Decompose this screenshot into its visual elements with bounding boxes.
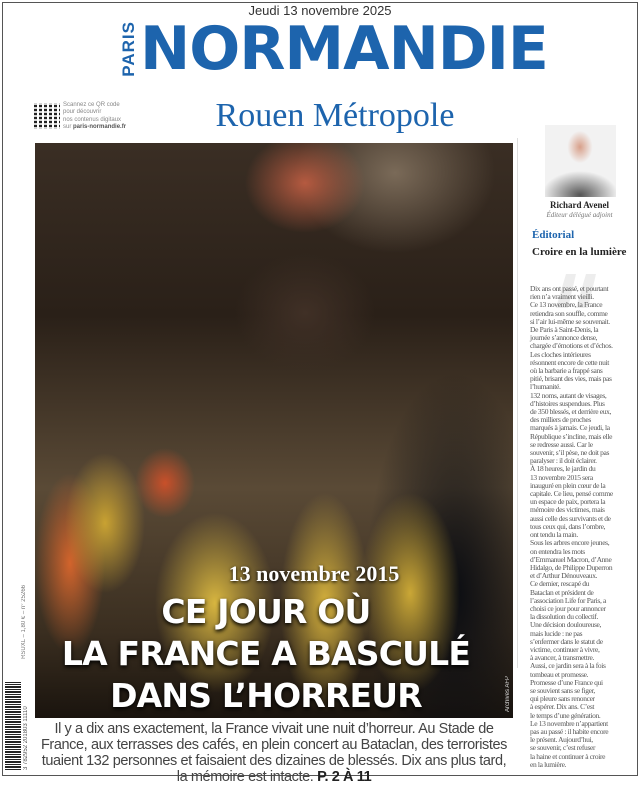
editorial-line: victime, continuer à vivre, [530,644,600,654]
editorial-line: Les cloches intérieures [530,349,591,359]
editorial-line: Promesse d’une France qui [530,677,603,687]
author-block [522,200,637,220]
editorial-line: journée s’annonce dense, [530,333,598,343]
editorial-line: d’histoires suspendues. Plus [530,398,605,408]
editorial-line: si l’air lui-même se souvenait. [530,316,610,326]
barcode-icon [5,682,21,770]
editorial-line: à avancer, à transmettre. [530,653,595,663]
barcode-digits: 3 782952 201803 11110 [23,706,29,770]
editorial-line: marqués à jamais. Ce jeudi, la [530,423,610,433]
editorial-line: se redresse aussi. Car le [530,439,593,449]
editorial-line: Le 13 novembre n’appartient [530,718,608,728]
editorial-line: De Paris à Saint-Denis, la [530,325,599,335]
headline-line: DANS L’HORREUR [110,676,422,715]
editorial-line: Dix ans ont passé, et pourtant [530,284,609,293]
editorial-line: on entendra les mots [530,546,585,556]
editorial-body [530,285,636,769]
editorial-line: et d’Arthur Dénouveaux. [530,571,598,581]
kicker: 13 novembre 2015 [228,561,400,586]
editorial-line: rien n’a vraiment vieilli. [530,292,594,302]
editorial-line: la dissolution du collectif. [530,612,599,622]
editorial-line: À 18 heures, le jardin du [530,464,596,474]
editorial-line: la haine et continuer à croire [530,751,606,761]
editorial-line: pitié, brisant des vies, mais pas [530,374,612,384]
qr-line: Scannez ce QR code [63,102,120,108]
editorial-line: l’association Life for Paris, a [530,595,606,605]
editorial-line: le temps d’une génération. [530,710,601,720]
editorial-line: de 350 blessés, et derrière eux, [530,407,612,417]
photo-credit: Archives AFP [505,675,511,712]
headline [35,591,497,717]
author-role: Éditeur délégué adjoint [546,211,613,219]
editorial-line: des milliers de proches [530,415,591,425]
editorial-line: d’Emmanuel Macron, d’Anne [530,554,612,564]
qr-link[interactable]: paris-normandie.fr [73,123,127,130]
logo-normandie: NORMANDIE [140,14,548,84]
editorial-line: un espace de paix, portera la [530,497,606,507]
headline-line: CE JOUR OÙ [161,592,371,631]
page-reference: P. 2 À 11 [317,769,372,785]
price-line: RSUXL – 1,80 € – n° 25266 [21,585,27,659]
author-photo [545,125,616,197]
editorial-line: souvenir, s’il pèse, ne doit pas [530,448,610,458]
qr-code-icon[interactable] [34,103,60,129]
editorial-line: choisi ce jour pour annoncer [530,603,606,613]
editorial-line: résonnent encore de cette nuit [530,357,610,367]
editorial-line: 13 novembre 2015 sera [530,472,593,482]
editorial-line: pas au passé : il habite encore [530,726,609,736]
editorial-line: Aussi, ce jardin sera à la fois [530,661,606,671]
editorial-line: Hidalgo, de Philippe Duperron [530,562,613,572]
editorial-line: chargée d’émotions et d’échos. [530,341,613,351]
editorial-line: paralyser : il doit éclairer. [530,456,597,466]
editorial-line: Sous les arbres encore jeunes, [530,538,610,548]
author-name: Richard Avenel [549,200,610,210]
editorial-line: l’humanité. [530,382,561,392]
lede-text: Il y a dix ans exactement, la France vivait une nuit d’horreur. Au Stade de France, aux terrasses des cafés, en plein concert au Bataclan, des terroristes tuaient 132 personnes et faisaient des dizaines de blessés. Dix ans plus tard, la mémoire est intacte. [40,721,508,785]
editorial-title: Croire en la lumière [532,246,627,258]
editorial-line: tombeau et promesse. [530,669,589,679]
editorial-line: 132 noms, autant de visages, [530,390,607,400]
editorial-line: se souvient sans se figer, [530,685,595,695]
editorial-line: inauguré en plein cœur de la [530,480,606,490]
editorial-line: tous ceux qui, dans l’ombre, [530,521,606,531]
editorial-line: s’enfermer dans le statut de [530,636,603,646]
masthead-logo [119,14,548,84]
editorial-line: ont tendu la main. [530,530,578,540]
qr-line: pour découvrir [63,109,102,116]
logo-paris: PARIS [119,21,138,77]
editorial-line: en la lumière. [530,759,567,769]
qr-line: nos contenus digitaux [63,116,122,123]
editorial-line: Bataclan et président de [530,587,594,597]
headline-line: LA FRANCE A BASCULÉ [61,634,471,673]
issue-date: Jeudi 13 novembre 2025 [248,3,392,18]
editorial-line: Une décision douloureuse, [530,620,602,630]
editorial-line: qui pleure sans renoncer [530,694,595,704]
editorial-line: Ce dernier, rescapé du [530,579,590,589]
editorial-line: où la barbarie a frappé sans [530,366,603,376]
editorial-line: capitale. Ce lieu, pensé comme [530,489,613,499]
lede [35,721,513,785]
editorial-line: mais lucide : ne pas [530,628,583,638]
editorial-line: se souvenir, c’est refuser [530,743,596,753]
cover-photo [35,143,513,718]
editorial-label: Éditorial [532,229,575,241]
editorial-line: Ce 13 novembre, la France [530,300,603,310]
editorial-line: à espérer. Dix ans. C’est [530,702,595,712]
editorial-line: mémoire des victimes, mais [530,505,605,515]
editorial-line: aussi celle des survivants et de [530,513,611,523]
column-divider [517,138,518,668]
editorial-line: retiendra son souffle, comme [530,308,608,318]
editorial-line: le présent. Aujourd’hui, [530,735,593,745]
qr-line: sur [63,123,72,130]
qr-caption [63,102,126,131]
section-title: Rouen Métropole [215,97,455,134]
editorial-line: République s’incline, mais elle [530,431,613,441]
